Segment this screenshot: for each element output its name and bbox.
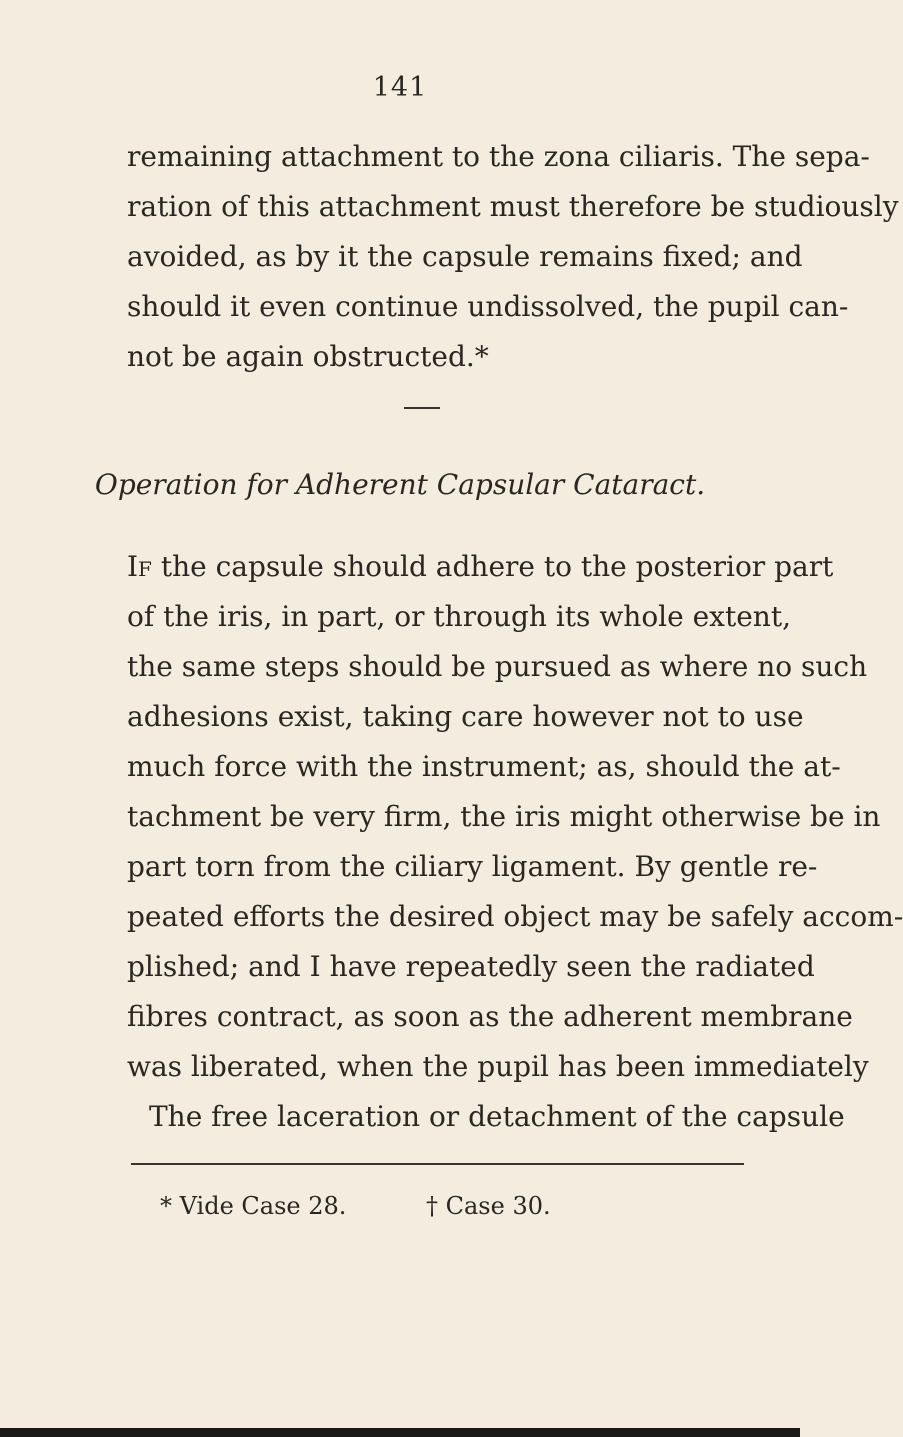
page-number: 141 (372, 72, 428, 103)
text-line: the same steps should be pursued as where no such (127, 650, 868, 683)
section-heading: Operation for Adherent Capsular Cataract. (94, 468, 706, 501)
text-line: tachment be very firm, the iris might otherwise be in (127, 800, 881, 833)
text-span: the capsule should adhere to the posterior part (151, 550, 834, 583)
text-line: part torn from the ciliary ligament. By gentle re- (127, 850, 818, 883)
footnote-rule (131, 1163, 744, 1165)
section-divider (404, 407, 440, 409)
text-line: The free laceration or detachment of the capsule (149, 1100, 845, 1133)
footnote-2: † Case 30. (426, 1192, 551, 1220)
text-line: not be again obstructed.* (127, 340, 489, 373)
text-line: ration of this attachment must therefore be studiously (127, 190, 899, 223)
text-line: of the iris, in part, or through its whole extent, (127, 600, 791, 633)
footnote-1: * Vide Case 28. (160, 1192, 347, 1220)
text-line: was liberated, when the pupil has been immediately (127, 1050, 869, 1083)
text-line: plished; and I have repeatedly seen the radiated (127, 950, 815, 983)
text-line: avoided, as by it the capsule remains fixed; and (127, 240, 803, 273)
page-bottom-edge (0, 1428, 800, 1437)
text-line (127, 550, 834, 583)
text-line: peated efforts the desired object may be safely accom- (127, 900, 903, 933)
text-line: much force with the instrument; as, should the at- (127, 750, 841, 783)
text-line: should it even continue undissolved, the pupil can- (127, 290, 849, 323)
text-line: remaining attachment to the zona ciliaris. The sepa- (127, 140, 870, 173)
text-line: fibres contract, as soon as the adherent membrane (127, 1000, 853, 1033)
text-line: adhesions exist, taking care however not to use (127, 700, 804, 733)
drop-word: If (127, 550, 152, 583)
